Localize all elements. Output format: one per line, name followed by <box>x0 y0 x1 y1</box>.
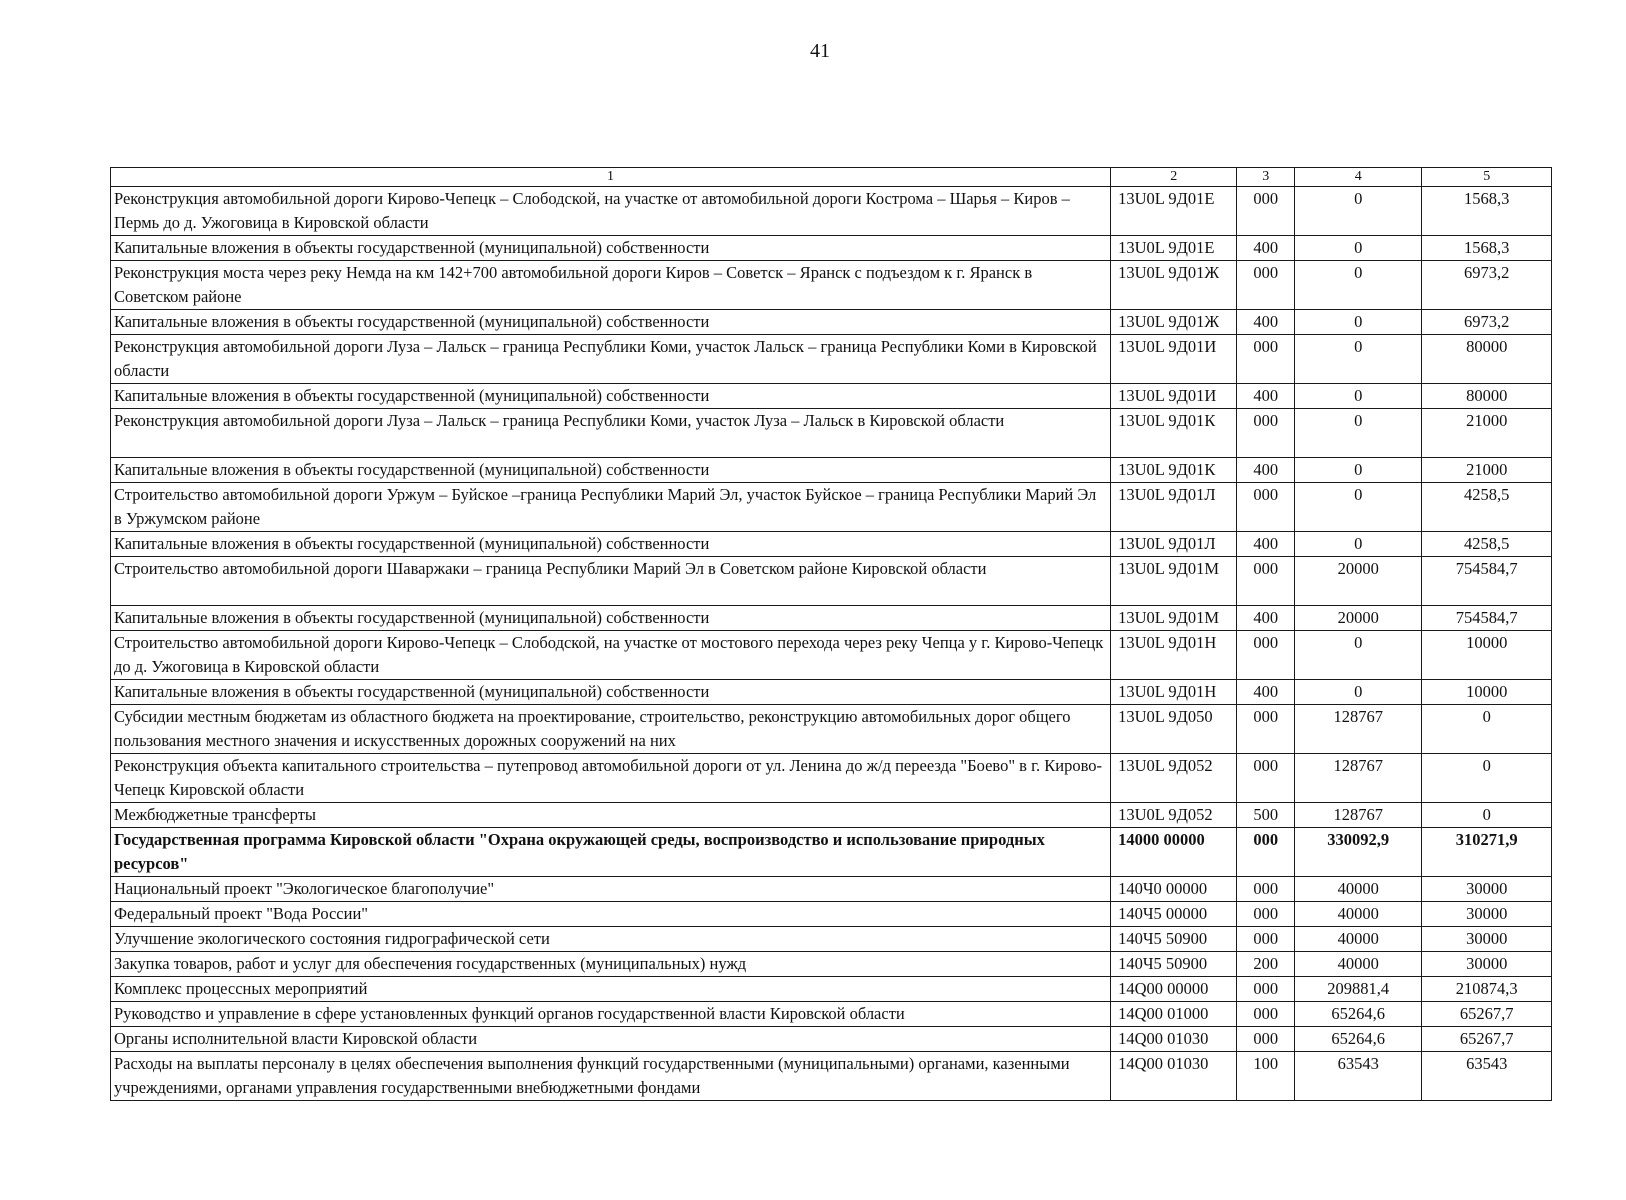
table-row <box>111 335 1552 384</box>
table-row <box>111 754 1552 803</box>
amount-col4-cell: 330092,9 <box>1295 828 1422 877</box>
amount-col5-cell: 4258,5 <box>1422 532 1552 557</box>
amount-col4-cell: 0 <box>1295 680 1422 705</box>
expense-type-cell: 000 <box>1237 557 1295 606</box>
amount-col4-cell: 0 <box>1295 458 1422 483</box>
table-row <box>111 952 1552 977</box>
target-code-cell: 13U0L 9Д01И <box>1111 335 1237 384</box>
expense-name-cell: Капитальные вложения в объекты государственной (муниципальной) собственности <box>111 680 1111 705</box>
amount-col5-cell: 30000 <box>1422 902 1552 927</box>
target-code-cell: 14Q00 00000 <box>1111 977 1237 1002</box>
expense-name-cell: Реконструкция автомобильной дороги Луза – Лальск – граница Республики Коми, участок Лальск – граница Республики Коми в Кировской области <box>111 335 1111 384</box>
target-code-cell: 13U0L 9Д01Е <box>1111 187 1237 236</box>
column-header: 4 <box>1295 168 1422 187</box>
amount-col4-cell: 63543 <box>1295 1052 1422 1101</box>
amount-col4-cell: 0 <box>1295 310 1422 335</box>
target-code-cell: 140Ч5 50900 <box>1111 952 1237 977</box>
target-code-cell: 14000 00000 <box>1111 828 1237 877</box>
amount-col5-cell: 80000 <box>1422 384 1552 409</box>
amount-col4-cell: 128767 <box>1295 705 1422 754</box>
expense-name-cell: Межбюджетные трансферты <box>111 803 1111 828</box>
target-code-cell: 13U0L 9Д01К <box>1111 458 1237 483</box>
expense-name-cell: Капитальные вложения в объекты государственной (муниципальной) собственности <box>111 384 1111 409</box>
amount-col5-cell: 65267,7 <box>1422 1002 1552 1027</box>
expense-type-cell: 000 <box>1237 877 1295 902</box>
expense-name-cell: Улучшение экологического состояния гидрографической сети <box>111 927 1111 952</box>
table-row <box>111 606 1552 631</box>
amount-col5-cell: 21000 <box>1422 409 1552 458</box>
target-code-cell: 14Q00 01000 <box>1111 1002 1237 1027</box>
expense-type-cell: 000 <box>1237 927 1295 952</box>
table-row <box>111 384 1552 409</box>
budget-table <box>110 167 1552 1101</box>
target-code-cell: 13U0L 9Д01Н <box>1111 631 1237 680</box>
target-code-cell: 14Q00 01030 <box>1111 1027 1237 1052</box>
amount-col4-cell: 0 <box>1295 384 1422 409</box>
column-header: 5 <box>1422 168 1552 187</box>
amount-col4-cell: 0 <box>1295 335 1422 384</box>
amount-col5-cell: 310271,9 <box>1422 828 1552 877</box>
amount-col4-cell: 40000 <box>1295 952 1422 977</box>
column-header: 2 <box>1111 168 1237 187</box>
amount-col4-cell: 20000 <box>1295 557 1422 606</box>
expense-name-cell: Капитальные вложения в объекты государственной (муниципальной) собственности <box>111 606 1111 631</box>
target-code-cell: 13U0L 9Д052 <box>1111 754 1237 803</box>
expense-type-cell: 400 <box>1237 384 1295 409</box>
amount-col5-cell: 0 <box>1422 705 1552 754</box>
expense-name-cell: Реконструкция автомобильной дороги Кирово-Чепецк – Слободской, на участке от автомобильной дороги Кострома – Шарья – Киров – Пермь до д. Ужоговица в Кировской области <box>111 187 1111 236</box>
expense-name-cell: Капитальные вложения в объекты государственной (муниципальной) собственности <box>111 532 1111 557</box>
amount-col5-cell: 0 <box>1422 754 1552 803</box>
amount-col4-cell: 0 <box>1295 532 1422 557</box>
amount-col4-cell: 0 <box>1295 409 1422 458</box>
table-row <box>111 927 1552 952</box>
target-code-cell: 13U0L 9Д01Ж <box>1111 261 1237 310</box>
table-row <box>111 705 1552 754</box>
expense-name-cell: Национальный проект "Экологическое благополучие" <box>111 877 1111 902</box>
expense-name-cell: Государственная программа Кировской области "Охрана окружающей среды, воспроизводство и использование природных ресурсов" <box>111 828 1111 877</box>
amount-col4-cell: 0 <box>1295 483 1422 532</box>
amount-col5-cell: 10000 <box>1422 631 1552 680</box>
target-code-cell: 13U0L 9Д01Н <box>1111 680 1237 705</box>
amount-col5-cell: 30000 <box>1422 952 1552 977</box>
expense-type-cell: 100 <box>1237 1052 1295 1101</box>
expense-name-cell: Реконструкция объекта капитального строительства – путепровод автомобильной дороги от ул. Ленина до ж/д переезда "Боево" в г. Кирово-Чепецк Кировской области <box>111 754 1111 803</box>
expense-type-cell: 000 <box>1237 828 1295 877</box>
table-row <box>111 1027 1552 1052</box>
expense-type-cell: 500 <box>1237 803 1295 828</box>
column-header: 1 <box>111 168 1111 187</box>
table-row <box>111 409 1552 458</box>
target-code-cell: 13U0L 9Д01Ж <box>1111 310 1237 335</box>
amount-col5-cell: 1568,3 <box>1422 236 1552 261</box>
target-code-cell: 13U0L 9Д01М <box>1111 606 1237 631</box>
table-row <box>111 483 1552 532</box>
table-row <box>111 236 1552 261</box>
table-row <box>111 557 1552 606</box>
table-row <box>111 631 1552 680</box>
target-code-cell: 13U0L 9Д052 <box>1111 803 1237 828</box>
expense-name-cell: Реконструкция моста через реку Немда на км 142+700 автомобильной дороги Киров – Советск – Яранск с подъездом к г. Яранск в Советском районе <box>111 261 1111 310</box>
expense-type-cell: 000 <box>1237 977 1295 1002</box>
expense-type-cell: 000 <box>1237 187 1295 236</box>
expense-type-cell: 400 <box>1237 458 1295 483</box>
amount-col5-cell: 30000 <box>1422 927 1552 952</box>
amount-col4-cell: 65264,6 <box>1295 1002 1422 1027</box>
expense-name-cell: Капитальные вложения в объекты государственной (муниципальной) собственности <box>111 458 1111 483</box>
expense-type-cell: 000 <box>1237 754 1295 803</box>
target-code-cell: 13U0L 9Д01К <box>1111 409 1237 458</box>
amount-col5-cell: 6973,2 <box>1422 310 1552 335</box>
table-row <box>111 1002 1552 1027</box>
expense-name-cell: Расходы на выплаты персоналу в целях обеспечения выполнения функций государственными (муниципальными) органами, казенными учреждениями, органами управления государственными внебюджетными фондами <box>111 1052 1111 1101</box>
expense-type-cell: 400 <box>1237 532 1295 557</box>
amount-col4-cell: 209881,4 <box>1295 977 1422 1002</box>
expense-type-cell: 000 <box>1237 631 1295 680</box>
expense-name-cell: Федеральный проект "Вода России" <box>111 902 1111 927</box>
expense-name-cell: Капитальные вложения в объекты государственной (муниципальной) собственности <box>111 310 1111 335</box>
page-number: 41 <box>810 40 830 62</box>
expense-type-cell: 000 <box>1237 1002 1295 1027</box>
table-row <box>111 532 1552 557</box>
expense-type-cell: 400 <box>1237 680 1295 705</box>
table-row <box>111 187 1552 236</box>
target-code-cell: 13U0L 9Д01Л <box>1111 532 1237 557</box>
target-code-cell: 14Q00 01030 <box>1111 1052 1237 1101</box>
amount-col4-cell: 0 <box>1295 236 1422 261</box>
expense-type-cell: 000 <box>1237 1027 1295 1052</box>
table-row <box>111 310 1552 335</box>
target-code-cell: 140Ч5 50900 <box>1111 927 1237 952</box>
expense-type-cell: 000 <box>1237 409 1295 458</box>
expense-name-cell: Комплекс процессных мероприятий <box>111 977 1111 1002</box>
amount-col5-cell: 6973,2 <box>1422 261 1552 310</box>
amount-col5-cell: 210874,3 <box>1422 977 1552 1002</box>
amount-col4-cell: 128767 <box>1295 803 1422 828</box>
amount-col4-cell: 0 <box>1295 187 1422 236</box>
target-code-cell: 140Ч5 00000 <box>1111 902 1237 927</box>
expense-type-cell: 400 <box>1237 606 1295 631</box>
amount-col5-cell: 1568,3 <box>1422 187 1552 236</box>
table-row <box>111 680 1552 705</box>
amount-col4-cell: 0 <box>1295 631 1422 680</box>
amount-col5-cell: 21000 <box>1422 458 1552 483</box>
amount-col5-cell: 754584,7 <box>1422 606 1552 631</box>
amount-col4-cell: 20000 <box>1295 606 1422 631</box>
amount-col4-cell: 40000 <box>1295 902 1422 927</box>
expense-name-cell: Капитальные вложения в объекты государственной (муниципальной) собственности <box>111 236 1111 261</box>
target-code-cell: 13U0L 9Д050 <box>1111 705 1237 754</box>
amount-col5-cell: 63543 <box>1422 1052 1552 1101</box>
table-body <box>111 187 1552 1101</box>
target-code-cell: 140Ч0 00000 <box>1111 877 1237 902</box>
amount-col4-cell: 40000 <box>1295 927 1422 952</box>
expense-type-cell: 000 <box>1237 705 1295 754</box>
target-code-cell: 13U0L 9Д01Л <box>1111 483 1237 532</box>
amount-col5-cell: 754584,7 <box>1422 557 1552 606</box>
target-code-cell: 13U0L 9Д01И <box>1111 384 1237 409</box>
table-row <box>111 1052 1552 1101</box>
amount-col5-cell: 65267,7 <box>1422 1027 1552 1052</box>
amount-col5-cell: 30000 <box>1422 877 1552 902</box>
amount-col5-cell: 10000 <box>1422 680 1552 705</box>
table-row <box>111 458 1552 483</box>
expense-type-cell: 400 <box>1237 310 1295 335</box>
amount-col5-cell: 4258,5 <box>1422 483 1552 532</box>
expense-name-cell: Органы исполнительной власти Кировской области <box>111 1027 1111 1052</box>
amount-col4-cell: 65264,6 <box>1295 1027 1422 1052</box>
expense-type-cell: 000 <box>1237 261 1295 310</box>
target-code-cell: 13U0L 9Д01М <box>1111 557 1237 606</box>
table-row <box>111 803 1552 828</box>
expense-name-cell: Реконструкция автомобильной дороги Луза – Лальск – граница Республики Коми, участок Луза – Лальск в Кировской области <box>111 409 1111 458</box>
table-row <box>111 902 1552 927</box>
expense-name-cell: Строительство автомобильной дороги Шаваржаки – граница Республики Марий Эл в Советском районе Кировской области <box>111 557 1111 606</box>
column-header: 3 <box>1237 168 1295 187</box>
expense-type-cell: 400 <box>1237 236 1295 261</box>
expense-type-cell: 000 <box>1237 335 1295 384</box>
table-row <box>111 977 1552 1002</box>
expense-name-cell: Строительство автомобильной дороги Кирово-Чепецк – Слободской, на участке от мостового перехода через реку Чепца у г. Кирово-Чепецк до д. Ужоговица в Кировской области <box>111 631 1111 680</box>
amount-col5-cell: 80000 <box>1422 335 1552 384</box>
expense-type-cell: 000 <box>1237 483 1295 532</box>
expense-name-cell: Субсидии местным бюджетам из областного бюджета на проектирование, строительство, реконструкцию автомобильных дорог общего пользования местного значения и искусственных дорожных сооружений на них <box>111 705 1111 754</box>
amount-col4-cell: 0 <box>1295 261 1422 310</box>
expense-name-cell: Руководство и управление в сфере установленных функций органов государственной власти Кировской области <box>111 1002 1111 1027</box>
expense-type-cell: 200 <box>1237 952 1295 977</box>
amount-col4-cell: 40000 <box>1295 877 1422 902</box>
amount-col4-cell: 128767 <box>1295 754 1422 803</box>
expense-name-cell: Строительство автомобильной дороги Уржум – Буйское –граница Республики Марий Эл, участок Буйское – граница Республики Марий Эл в Уржумском районе <box>111 483 1111 532</box>
table-header-row <box>111 168 1552 187</box>
expense-type-cell: 000 <box>1237 902 1295 927</box>
table-row <box>111 877 1552 902</box>
amount-col5-cell: 0 <box>1422 803 1552 828</box>
target-code-cell: 13U0L 9Д01Е <box>1111 236 1237 261</box>
expense-name-cell: Закупка товаров, работ и услуг для обеспечения государственных (муниципальных) нужд <box>111 952 1111 977</box>
table-row <box>111 261 1552 310</box>
table-row <box>111 828 1552 877</box>
